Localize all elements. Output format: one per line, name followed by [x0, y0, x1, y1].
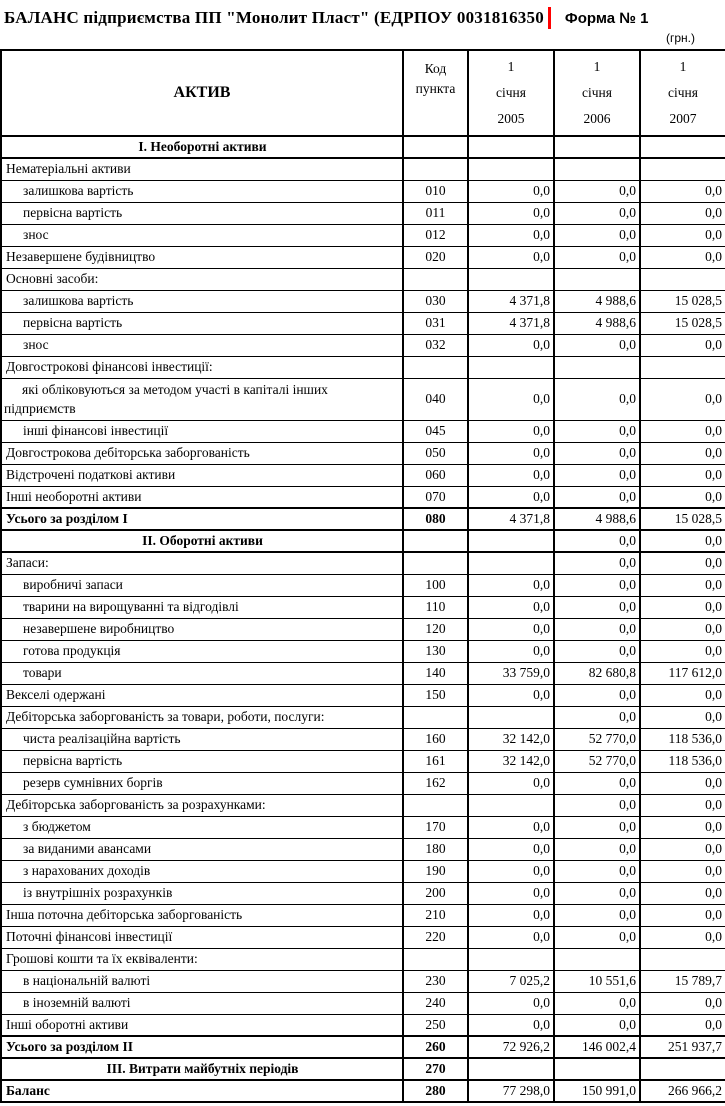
row-code: 050 [403, 442, 468, 464]
row-code: 020 [403, 246, 468, 268]
document-header [0, 5, 725, 31]
row-label: товари [1, 662, 403, 684]
table-header-row [1, 50, 725, 136]
row-code: 160 [403, 728, 468, 750]
row-value-2006 [554, 356, 640, 378]
row-value-2006: 52 770,0 [554, 750, 640, 772]
row-value-2005: 72 926,2 [468, 1036, 554, 1058]
row-value-2007: 0,0 [640, 378, 725, 420]
row-label: тварини на вирощуванні та відгодівлі [1, 596, 403, 618]
row-value-2006: 0,0 [554, 224, 640, 246]
row-label: інші фінансові інвестиції [1, 420, 403, 442]
row-label: із внутрішніх розрахунків [1, 882, 403, 904]
row-code: 012 [403, 224, 468, 246]
row-label: Основні засоби: [1, 268, 403, 290]
row-value-2007 [640, 268, 725, 290]
row-label: І. Необоротні активи [1, 136, 403, 158]
row-label: Довгострокові фінансові інвестиції: [1, 356, 403, 378]
table-row [1, 224, 725, 246]
section-header-row [1, 530, 725, 552]
row-value-2007 [640, 136, 725, 158]
row-value-2006: 0,0 [554, 772, 640, 794]
total-row [1, 1036, 725, 1058]
row-value-2005: 0,0 [468, 926, 554, 948]
row-value-2006: 0,0 [554, 180, 640, 202]
row-value-2005: 4 371,8 [468, 508, 554, 530]
row-code [403, 268, 468, 290]
table-row [1, 596, 725, 618]
currency-note-row [0, 31, 725, 48]
row-value-2006: 10 551,6 [554, 970, 640, 992]
row-label: Усього за розділом І [1, 508, 403, 530]
row-label: Запаси: [1, 552, 403, 574]
row-value-2007: 0,0 [640, 574, 725, 596]
row-value-2005: 0,0 [468, 772, 554, 794]
row-value-2006: 0,0 [554, 442, 640, 464]
row-value-2005: 0,0 [468, 684, 554, 706]
row-value-2005: 0,0 [468, 816, 554, 838]
row-value-2006: 0,0 [554, 860, 640, 882]
row-code: 280 [403, 1080, 468, 1102]
row-value-2005 [468, 268, 554, 290]
table-row [1, 420, 725, 442]
form-number-label: Форма № 1 [564, 9, 649, 27]
row-value-2007: 15 028,5 [640, 290, 725, 312]
table-row [1, 860, 725, 882]
row-value-2007 [640, 1058, 725, 1080]
row-code: 161 [403, 750, 468, 772]
row-code [403, 136, 468, 158]
table-row [1, 662, 725, 684]
row-code: 040 [403, 378, 468, 420]
document-title: БАЛАНС підприємства ПП "Монолит Пласт" (ЕДРПОУ 0031816350 [4, 8, 544, 27]
row-value-2006: 82 680,8 [554, 662, 640, 684]
row-value-2006: 0,0 [554, 246, 640, 268]
row-label: ІІ. Оборотні активи [1, 530, 403, 552]
row-value-2006: 4 988,6 [554, 508, 640, 530]
row-label: Відстрочені податкові активи [1, 464, 403, 486]
table-row [1, 728, 725, 750]
row-label: Грошові кошти та їх еквіваленти: [1, 948, 403, 970]
row-value-2005: 0,0 [468, 574, 554, 596]
table-row [1, 180, 725, 202]
row-value-2006: 0,0 [554, 552, 640, 574]
row-label: Інші оборотні активи [1, 1014, 403, 1036]
row-value-2005: 0,0 [468, 1014, 554, 1036]
row-code: 150 [403, 684, 468, 706]
column-header-period-2006 [554, 50, 640, 136]
table-row [1, 356, 725, 378]
row-value-2007 [640, 356, 725, 378]
row-value-2005 [468, 158, 554, 180]
row-value-2006: 0,0 [554, 420, 640, 442]
row-value-2005: 0,0 [468, 378, 554, 420]
row-value-2006: 0,0 [554, 618, 640, 640]
table-row [1, 684, 725, 706]
row-code [403, 158, 468, 180]
row-label: залишкова вартість [1, 180, 403, 202]
table-row [1, 750, 725, 772]
row-code: 011 [403, 202, 468, 224]
row-code: 250 [403, 1014, 468, 1036]
row-label: в національній валюті [1, 970, 403, 992]
row-value-2006: 0,0 [554, 882, 640, 904]
row-label: Нематеріальні активи [1, 158, 403, 180]
period-header-line: 2005 [497, 111, 525, 126]
table-row [1, 378, 725, 420]
row-code [403, 552, 468, 574]
row-code: 031 [403, 312, 468, 334]
row-value-2005 [468, 948, 554, 970]
row-value-2005: 0,0 [468, 202, 554, 224]
row-code: 110 [403, 596, 468, 618]
row-value-2007: 266 966,2 [640, 1080, 725, 1102]
table-row [1, 268, 725, 290]
row-value-2006: 52 770,0 [554, 728, 640, 750]
row-label: резерв сумнівних боргів [1, 772, 403, 794]
row-value-2007: 0,0 [640, 882, 725, 904]
table-row [1, 904, 725, 926]
row-value-2007: 0,0 [640, 816, 725, 838]
table-row [1, 246, 725, 268]
row-label: Баланс [1, 1080, 403, 1102]
row-label: Інша поточна дебіторська заборгованість [1, 904, 403, 926]
table-row [1, 158, 725, 180]
row-value-2005 [468, 794, 554, 816]
row-value-2005 [468, 356, 554, 378]
row-value-2005: 0,0 [468, 420, 554, 442]
row-label: які обліковуються за методом участі в капіталі інших підприємств [1, 378, 403, 420]
table-row [1, 334, 725, 356]
row-value-2007: 15 789,7 [640, 970, 725, 992]
row-value-2007: 0,0 [640, 180, 725, 202]
row-value-2007: 0,0 [640, 442, 725, 464]
row-value-2005: 0,0 [468, 596, 554, 618]
row-value-2007 [640, 158, 725, 180]
period-header-line: січня [668, 85, 698, 100]
row-value-2007: 117 612,0 [640, 662, 725, 684]
row-value-2007: 0,0 [640, 706, 725, 728]
table-row [1, 816, 725, 838]
row-code: 180 [403, 838, 468, 860]
row-value-2007: 0,0 [640, 420, 725, 442]
row-code: 010 [403, 180, 468, 202]
row-value-2005: 0,0 [468, 246, 554, 268]
row-value-2007 [640, 948, 725, 970]
row-value-2007: 251 937,7 [640, 1036, 725, 1058]
row-label: з нарахованих доходів [1, 860, 403, 882]
row-code: 100 [403, 574, 468, 596]
row-value-2006: 0,0 [554, 334, 640, 356]
row-value-2005: 0,0 [468, 860, 554, 882]
row-value-2007: 0,0 [640, 246, 725, 268]
row-value-2007: 0,0 [640, 640, 725, 662]
row-value-2005: 0,0 [468, 992, 554, 1014]
section-header-row [1, 1058, 725, 1080]
row-label: виробничі запаси [1, 574, 403, 596]
row-value-2006: 150 991,0 [554, 1080, 640, 1102]
currency-unit-note: (грн.) [665, 31, 695, 45]
row-value-2007: 0,0 [640, 202, 725, 224]
row-value-2006: 146 002,4 [554, 1036, 640, 1058]
row-value-2006 [554, 158, 640, 180]
row-label: Дебіторська заборгованість за розрахунками: [1, 794, 403, 816]
total-row [1, 508, 725, 530]
period-header-line: 2007 [669, 111, 697, 126]
code-header-line: Код [424, 61, 447, 76]
table-row [1, 464, 725, 486]
table-row [1, 992, 725, 1014]
row-code: 260 [403, 1036, 468, 1058]
period-header-line: січня [582, 85, 612, 100]
row-value-2007: 15 028,5 [640, 508, 725, 530]
row-code: 070 [403, 486, 468, 508]
table-row [1, 486, 725, 508]
row-code: 140 [403, 662, 468, 684]
period-header-line: 1 [593, 59, 601, 74]
row-value-2006: 0,0 [554, 486, 640, 508]
row-label: Векселі одержані [1, 684, 403, 706]
row-code: 030 [403, 290, 468, 312]
row-label: первісна вартість [1, 312, 403, 334]
row-label: залишкова вартість [1, 290, 403, 312]
table-row [1, 772, 725, 794]
column-header-asset: АКТИВ [1, 50, 403, 136]
row-code: 162 [403, 772, 468, 794]
row-value-2006: 0,0 [554, 684, 640, 706]
row-code: 080 [403, 508, 468, 530]
period-header-line: 1 [679, 59, 687, 74]
row-value-2005: 0,0 [468, 334, 554, 356]
balance-table [0, 49, 725, 1103]
row-value-2005: 0,0 [468, 486, 554, 508]
row-value-2006: 0,0 [554, 838, 640, 860]
row-value-2006 [554, 948, 640, 970]
row-value-2006: 0,0 [554, 464, 640, 486]
row-value-2005 [468, 552, 554, 574]
row-value-2005: 4 371,8 [468, 290, 554, 312]
row-value-2005: 0,0 [468, 882, 554, 904]
row-label: Усього за розділом ІІ [1, 1036, 403, 1058]
row-code: 060 [403, 464, 468, 486]
row-code: 220 [403, 926, 468, 948]
row-code: 130 [403, 640, 468, 662]
row-value-2006: 0,0 [554, 202, 640, 224]
cutoff-marker-line [548, 7, 551, 29]
row-label: в іноземній валюті [1, 992, 403, 1014]
row-value-2006: 0,0 [554, 574, 640, 596]
row-value-2005: 0,0 [468, 224, 554, 246]
row-value-2007: 15 028,5 [640, 312, 725, 334]
row-code: 210 [403, 904, 468, 926]
row-code: 190 [403, 860, 468, 882]
row-value-2007: 0,0 [640, 684, 725, 706]
column-header-period-2007 [640, 50, 725, 136]
row-code: 230 [403, 970, 468, 992]
row-value-2007: 0,0 [640, 464, 725, 486]
row-label: ІІІ. Витрати майбутніх періодів [1, 1058, 403, 1080]
row-value-2007: 0,0 [640, 992, 725, 1014]
row-code: 240 [403, 992, 468, 1014]
row-code: 170 [403, 816, 468, 838]
table-row [1, 574, 725, 596]
row-label: чиста реалізаційна вартість [1, 728, 403, 750]
table-row [1, 640, 725, 662]
row-code [403, 948, 468, 970]
row-value-2007: 0,0 [640, 530, 725, 552]
column-header-code [403, 50, 468, 136]
table-row [1, 1014, 725, 1036]
row-value-2005: 0,0 [468, 640, 554, 662]
row-value-2006: 4 988,6 [554, 290, 640, 312]
row-value-2007: 0,0 [640, 552, 725, 574]
row-value-2005: 0,0 [468, 838, 554, 860]
row-value-2007: 0,0 [640, 334, 725, 356]
table-row [1, 882, 725, 904]
row-value-2006: 0,0 [554, 378, 640, 420]
row-value-2005 [468, 530, 554, 552]
row-value-2007: 0,0 [640, 860, 725, 882]
table-row [1, 312, 725, 334]
row-value-2005: 0,0 [468, 618, 554, 640]
row-code: 045 [403, 420, 468, 442]
row-value-2006: 0,0 [554, 904, 640, 926]
row-value-2006: 0,0 [554, 992, 640, 1014]
row-label: Довгострокова дебіторська заборгованість [1, 442, 403, 464]
row-value-2006: 0,0 [554, 816, 640, 838]
row-label: Інші необоротні активи [1, 486, 403, 508]
row-value-2007: 0,0 [640, 1014, 725, 1036]
row-value-2006: 0,0 [554, 596, 640, 618]
row-value-2005 [468, 136, 554, 158]
table-row [1, 290, 725, 312]
row-code: 270 [403, 1058, 468, 1080]
row-value-2007: 0,0 [640, 926, 725, 948]
row-value-2006 [554, 1058, 640, 1080]
table-row [1, 618, 725, 640]
row-value-2005: 0,0 [468, 464, 554, 486]
row-code [403, 706, 468, 728]
table-row [1, 706, 725, 728]
row-value-2006: 0,0 [554, 926, 640, 948]
row-label: первісна вартість [1, 202, 403, 224]
row-value-2005: 32 142,0 [468, 750, 554, 772]
row-code: 200 [403, 882, 468, 904]
row-value-2006 [554, 268, 640, 290]
row-value-2005: 0,0 [468, 442, 554, 464]
row-value-2007: 0,0 [640, 904, 725, 926]
row-value-2005: 0,0 [468, 180, 554, 202]
row-value-2005: 7 025,2 [468, 970, 554, 992]
row-label: первісна вартість [1, 750, 403, 772]
row-label: готова продукція [1, 640, 403, 662]
row-value-2007: 0,0 [640, 794, 725, 816]
row-value-2005: 33 759,0 [468, 662, 554, 684]
table-row [1, 442, 725, 464]
table-row [1, 926, 725, 948]
column-header-period-2005 [468, 50, 554, 136]
row-value-2006: 0,0 [554, 706, 640, 728]
row-value-2007: 0,0 [640, 224, 725, 246]
period-header-line: 2006 [583, 111, 611, 126]
row-value-2007: 0,0 [640, 596, 725, 618]
row-value-2006: 4 988,6 [554, 312, 640, 334]
row-label: Незавершене будівництво [1, 246, 403, 268]
section-header-row [1, 136, 725, 158]
row-code: 120 [403, 618, 468, 640]
row-value-2006: 0,0 [554, 640, 640, 662]
row-value-2005: 0,0 [468, 904, 554, 926]
table-row [1, 202, 725, 224]
row-label: Поточні фінансові інвестиції [1, 926, 403, 948]
row-value-2005: 32 142,0 [468, 728, 554, 750]
period-header-line: 1 [507, 59, 515, 74]
row-label: з бюджетом [1, 816, 403, 838]
table-row [1, 838, 725, 860]
row-value-2005 [468, 706, 554, 728]
row-value-2005: 4 371,8 [468, 312, 554, 334]
row-label: знос [1, 224, 403, 246]
row-code [403, 356, 468, 378]
row-value-2007: 0,0 [640, 618, 725, 640]
row-value-2005: 77 298,0 [468, 1080, 554, 1102]
row-value-2007: 0,0 [640, 486, 725, 508]
row-label: за виданими авансами [1, 838, 403, 860]
row-value-2006 [554, 136, 640, 158]
period-header-line: січня [496, 85, 526, 100]
row-code [403, 530, 468, 552]
table-row [1, 552, 725, 574]
row-label: Дебіторська заборгованість за товари, роботи, послуги: [1, 706, 403, 728]
row-code [403, 794, 468, 816]
row-code: 032 [403, 334, 468, 356]
table-row [1, 970, 725, 992]
row-label: знос [1, 334, 403, 356]
row-value-2007: 118 536,0 [640, 750, 725, 772]
code-header-line: пункта [415, 81, 456, 96]
row-value-2006: 0,0 [554, 530, 640, 552]
row-value-2007: 0,0 [640, 772, 725, 794]
row-value-2006: 0,0 [554, 1014, 640, 1036]
row-value-2007: 0,0 [640, 838, 725, 860]
row-value-2006: 0,0 [554, 794, 640, 816]
row-value-2005 [468, 1058, 554, 1080]
row-label: незавершене виробництво [1, 618, 403, 640]
row-value-2007: 118 536,0 [640, 728, 725, 750]
table-row [1, 794, 725, 816]
table-row [1, 948, 725, 970]
total-row [1, 1080, 725, 1102]
